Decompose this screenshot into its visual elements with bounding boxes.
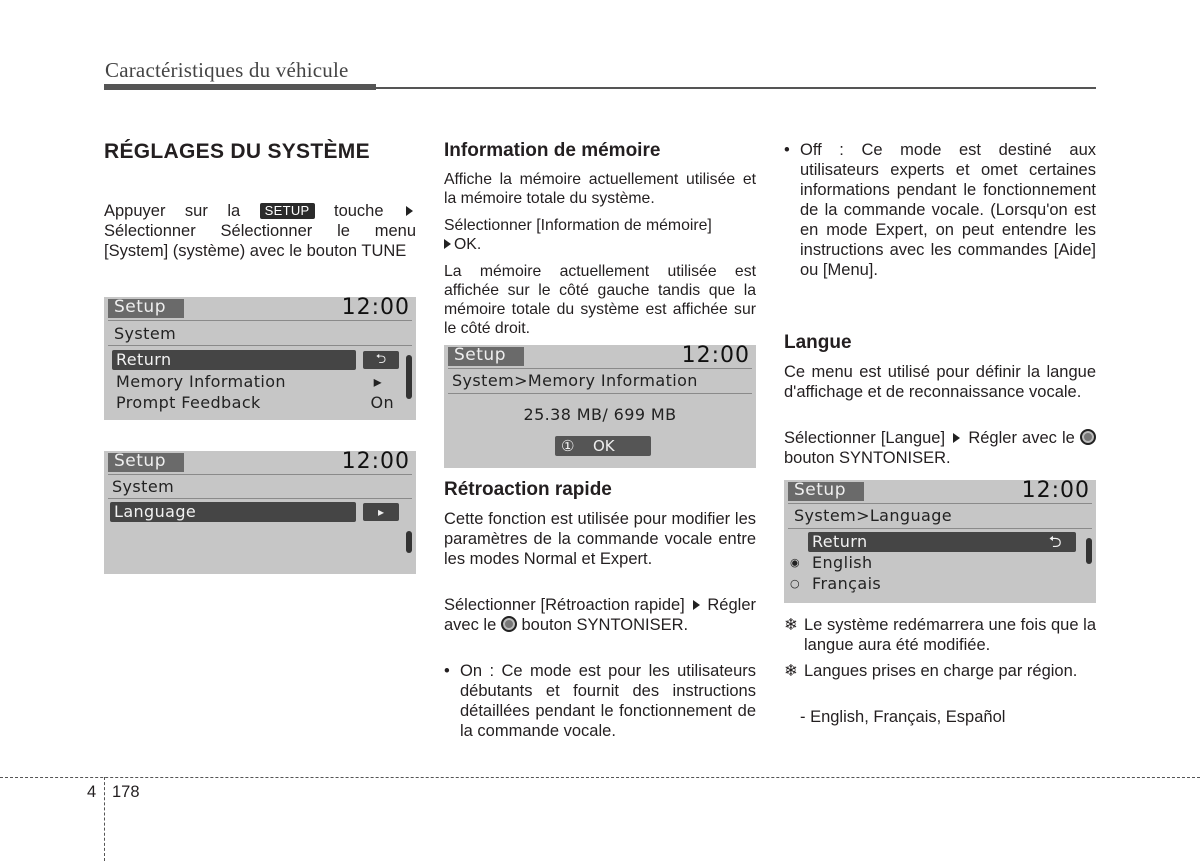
screen-subtitle: System>Language (794, 506, 953, 525)
scrollbar (405, 349, 413, 415)
screen-title: Setup (114, 297, 166, 317)
bullet-off: • Off : Ce mode est destiné aux utilisateurs experts et omet certaines informations pendant le fonctionnement de la commande vocale. (Lorsqu'on est en mode Expert, on peut entendre les instructions avec les commandes [Aide] ou [Menu]. (784, 141, 1096, 279)
chapter-number: 4 (87, 783, 97, 801)
memory-paragraph-1: Affiche la mémoire actuellement utilisée et la mémoire totale du système. (444, 171, 756, 207)
screen-clock: 12:00 (681, 345, 750, 368)
menu-row-return: Return ⮌ (808, 532, 1076, 552)
tune-knob-icon (501, 616, 517, 632)
chevron-right-icon: ▸ (373, 372, 382, 391)
language-option-english: ◉ English (790, 553, 873, 572)
arrow-right-icon (953, 433, 960, 443)
arrow-right-icon (406, 206, 413, 216)
note-languages: ❄ Langues prises en charge par région. (784, 662, 1078, 680)
footer-divider (104, 777, 105, 861)
setup-key-icon: SETUP (260, 203, 315, 219)
heading-memory: Information de mémoire (444, 140, 661, 161)
memory-paragraph-2: Sélectionner [Information de mémoire] OK. (444, 217, 712, 253)
language-option-francais: ○ Français (790, 574, 882, 593)
screen-title: Setup (794, 480, 846, 500)
arrow-right-icon (693, 600, 700, 610)
screen-subtitle: System>Memory Information (452, 371, 698, 390)
footer-rule (0, 777, 1200, 778)
menu-row-return: Return (112, 350, 356, 370)
heading-language: Langue (784, 332, 852, 353)
scrollbar (405, 499, 413, 557)
screen-title: Setup (114, 451, 166, 471)
circle-one-icon: ① (561, 437, 575, 455)
snowflake-note-icon: ❄ (784, 662, 798, 680)
bullet-on: • On : Ce mode est pour les utilisateurs débutants et fournit des instructions détaillées pendant le fonctionnement de la commande vocale. (444, 662, 756, 740)
menu-row-prompt-feedback: Prompt Feedback On (116, 393, 394, 412)
snowflake-note-icon: ❄ (784, 616, 798, 634)
header-rule (376, 87, 1096, 89)
screen-clock: 12:00 (341, 451, 410, 474)
memory-value: 25.38 MB/ 699 MB (523, 405, 677, 424)
heading-feedback: Rétroaction rapide (444, 479, 612, 500)
chevron-right-icon: ▸ (363, 503, 399, 521)
menu-row-language: Language (110, 502, 356, 522)
memory-info-screen (444, 345, 756, 468)
tune-knob-icon (1080, 429, 1096, 445)
intro-paragraph: Appuyer sur la SETUP touche Sélectionner Sélectionner le menu [System] (système) avec le bouton TUNE (104, 202, 416, 260)
setup-screen-system (104, 297, 416, 420)
arrow-right-icon (444, 239, 451, 249)
screen-clock: 12:00 (341, 297, 410, 320)
screen-subtitle: System (112, 477, 175, 496)
setup-screen-language (104, 451, 416, 574)
section-heading: RÉGLAGES DU SYSTÈME (104, 140, 370, 163)
return-icon: ⮌ (1048, 532, 1062, 551)
language-list: - English, Français, Español (800, 708, 1006, 726)
language-paragraph-2: Sélectionner [Langue] Régler avec le bouton SYNTONISER. (784, 428, 1096, 468)
radio-selected-icon: ◉ (790, 556, 800, 569)
screen-title: Setup (454, 345, 506, 365)
radio-unselected-icon: ○ (790, 577, 800, 590)
screen-subtitle: System (114, 324, 177, 343)
scrollbar (1085, 534, 1093, 598)
header-bar (104, 84, 376, 90)
language-screen (784, 480, 1096, 603)
page-number: 178 (112, 783, 140, 801)
language-paragraph-1: Ce menu est utilisé pour définir la langue d'affichage et de reconnaissance vocale. (784, 363, 1096, 401)
feedback-paragraph-2: Sélectionner [Rétroaction rapide] Régler avec le bouton SYNTONISER. (444, 596, 756, 634)
note-restart: ❄ Le système redémarrera une fois que la langue aura été modifiée. (784, 616, 1096, 654)
menu-row-memory: Memory Information ▸ (116, 372, 382, 391)
running-header: Caractéristiques du véhicule (105, 58, 349, 82)
return-icon: ⮌ (363, 351, 399, 369)
screen-clock: 12:00 (1021, 480, 1090, 503)
memory-paragraph-3: La mémoire actuellement utilisée est affichée sur le côté gauche tandis que la mémoire totale du système est affichée sur le côté droit. (444, 263, 756, 337)
feedback-paragraph-1: Cette fonction est utilisée pour modifier les paramètres de la commande vocale entre les modes Normal et Expert. (444, 510, 756, 568)
ok-button: ① OK (555, 436, 651, 456)
